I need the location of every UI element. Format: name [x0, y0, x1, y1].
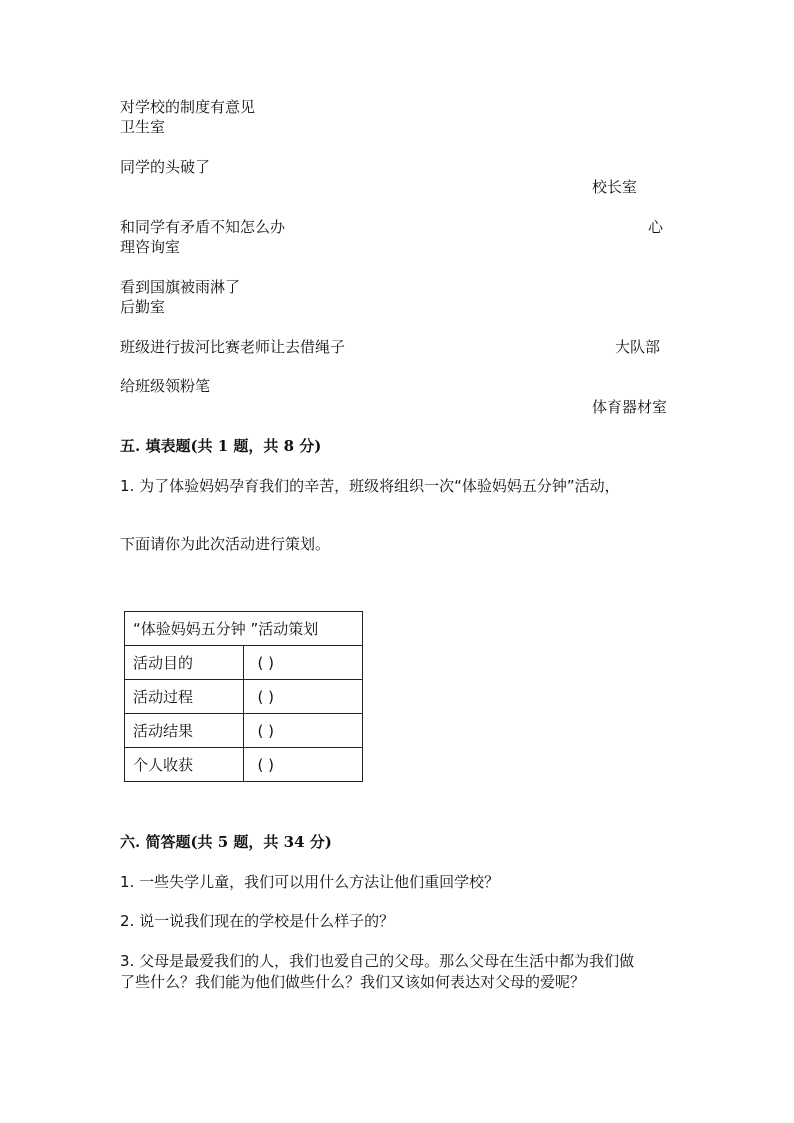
match-place-6: 体育器材室 [592, 398, 668, 416]
match-item-2: 同学的头破了 [120, 158, 211, 176]
table-title-row [125, 612, 363, 646]
row-blank[interactable]: ( ) [243, 680, 363, 714]
section6-q3-line1: 3. 父母是最爱我们的人，我们也爱自己的父母。那么父母在生活中都为我们做 [120, 952, 635, 970]
row-label: 活动过程 [125, 680, 244, 714]
table-row [125, 680, 363, 714]
row-label: 个人收获 [125, 748, 244, 782]
row-label: 活动结果 [125, 714, 244, 748]
match-item-6: 给班级领粉笔 [120, 377, 211, 395]
match-item-3: 和同学有矛盾不知怎么办 [120, 218, 286, 236]
match-place-3b: 理咨询室 [120, 238, 181, 256]
section5-heading: 五. 填表题(共 1 题，共 8 分) [120, 437, 322, 455]
row-label: 活动目的 [125, 646, 244, 680]
section6-q1: 1. 一些失学儿童，我们可以用什么方法让他们重回学校？ [120, 873, 500, 891]
section6-q3-line2: 了些什么？我们能为他们做些什么？我们又该如何表达对父母的爱呢？ [120, 973, 586, 991]
match-item-4: 看到国旗被雨淋了 [120, 278, 241, 296]
table-row [125, 646, 363, 680]
section5-q1-line2: 下面请你为此次活动进行策划。 [120, 535, 331, 553]
match-place-3a: 心 [648, 218, 664, 236]
match-item-1: 对学校的制度有意见 [120, 98, 256, 116]
table-title: “体验妈妈五分钟 ”活动策划 [125, 612, 363, 646]
activity-plan-table [124, 611, 363, 782]
row-blank[interactable]: ( ) [243, 714, 363, 748]
match-place-5: 大队部 [615, 338, 661, 356]
match-place-4: 后勤室 [120, 298, 166, 316]
section6-q2: 2. 说一说我们现在的学校是什么样子的？ [120, 912, 395, 930]
section6-heading: 六. 简答题(共 5 题，共 34 分) [120, 833, 332, 851]
row-blank[interactable]: ( ) [243, 646, 363, 680]
row-blank[interactable]: ( ) [243, 748, 363, 782]
table-row [125, 748, 363, 782]
match-place-2: 校长室 [592, 178, 638, 196]
table-row [125, 714, 363, 748]
section5-q1-line1: 1. 为了体验妈妈孕育我们的辛苦，班级将组织一次“体验妈妈五分钟”活动， [120, 477, 620, 495]
match-place-1: 卫生室 [120, 118, 166, 136]
match-item-5: 班级进行拔河比赛老师让去借绳子 [120, 338, 346, 356]
